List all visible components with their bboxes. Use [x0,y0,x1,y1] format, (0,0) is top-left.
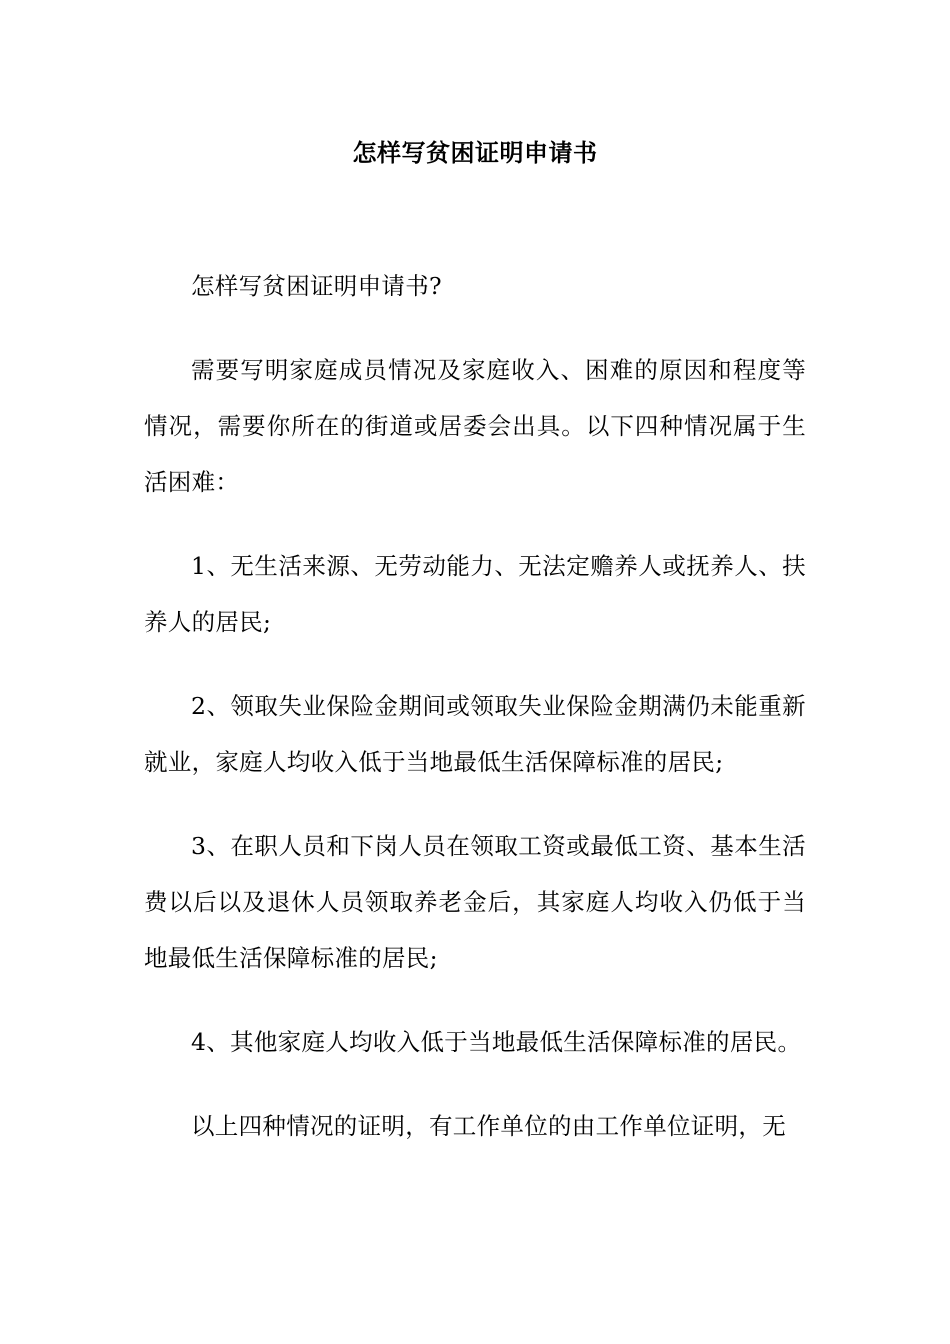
paragraph-intro: 需要写明家庭成员情况及家庭收入、困难的原因和程度等情况，需要你所在的街道或居委会出具。以下四种情况属于生活困难： [144,356,806,496]
paragraph-item-3: 3、在职人员和下岗人员在领取工资或最低工资、基本生活费以后以及退休人员领取养老金后，其家庭人均收入仍低于当地最低生活保障标准的居民; [144,832,806,972]
paragraph-question: 怎样写贫困证明申请书? [191,272,442,300]
document-title: 怎样写贫困证明申请书 [352,138,598,167]
paragraph-item-1: 1、无生活来源、无劳动能力、无法定赡养人或抚养人、扶养人的居民; [144,552,806,636]
document-body [144,258,806,1182]
paragraph-proof: 以上四种情况的证明，有工作单位的由工作单位证明，无 [191,1112,786,1140]
paragraph-item-4: 4、其他家庭人均收入低于当地最低生活保障标准的居民。 [191,1028,802,1056]
paragraph-item-2: 2、领取失业保险金期间或领取失业保险金期满仍未能重新就业，家庭人均收入低于当地最低生活保障标准的居民; [144,692,806,776]
